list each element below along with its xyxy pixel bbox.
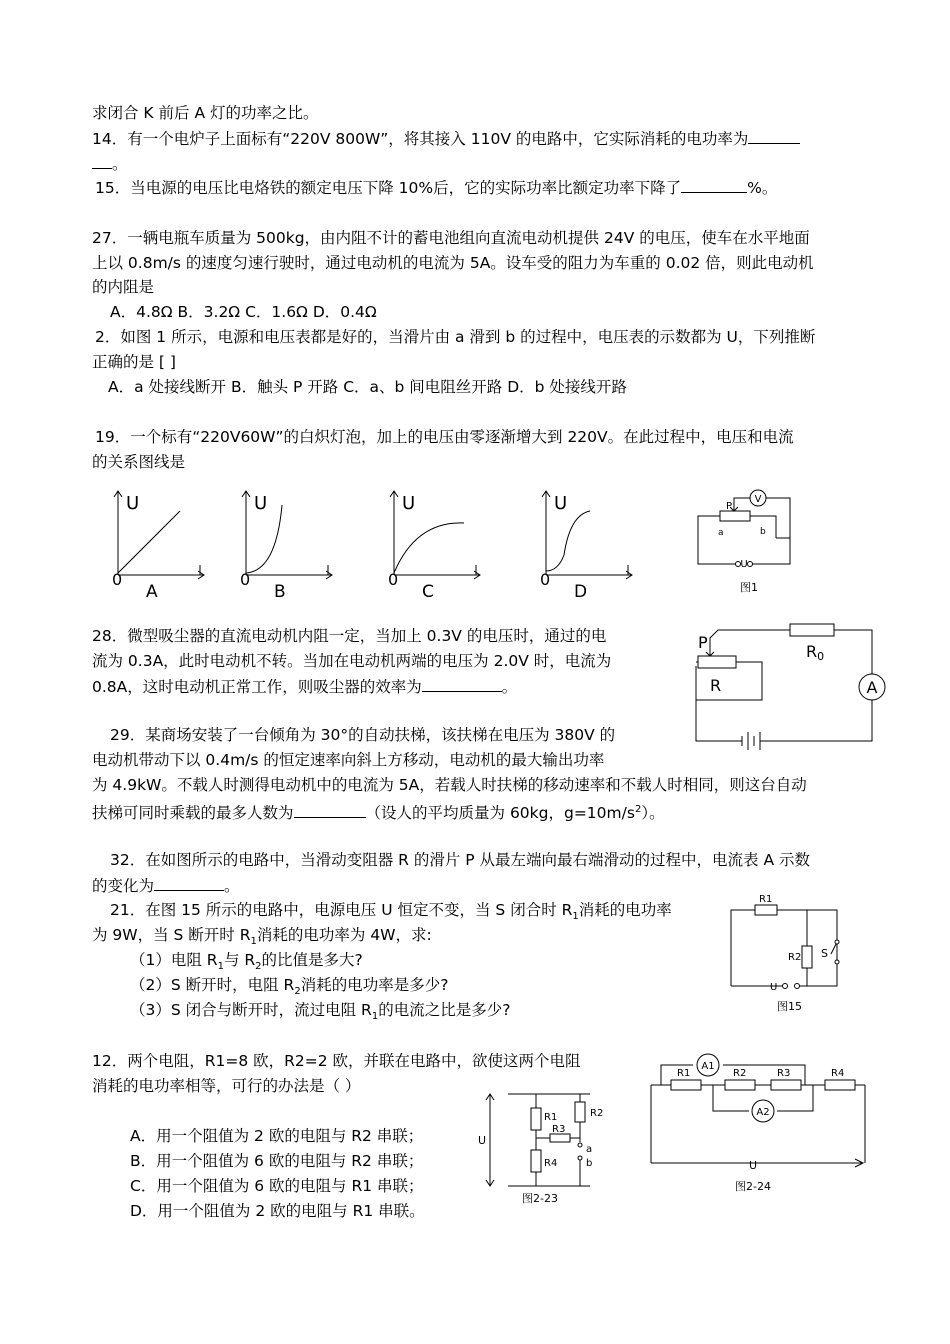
r2-label: R2 (733, 1068, 747, 1079)
question-19-line: 19．一个标有“220V60W”的白炽灯泡，加上的电压由零逐渐增大到 220V。在此过程中，电压和电流 (95, 428, 794, 446)
question-12-option-a: A．用一个阻值为 2 欧的电阻与 R2 串联； (130, 1127, 424, 1145)
voltmeter-label: V (754, 494, 762, 505)
question-2-line: 2．如图 1 所示，电源和电压表都是好的，当滑片由 a 滑到 b 的过程中，电压表的示数都为 U，下列推断 (95, 328, 816, 346)
figure-2-24-caption: 图2-24 (735, 1180, 771, 1193)
slider-p-label: P (726, 501, 733, 512)
option-label: A (146, 582, 158, 602)
figure-2-24-circuit (645, 1045, 875, 1200)
r2-label: R2 (590, 1108, 604, 1119)
question-14 (92, 127, 800, 150)
figure-2-23-caption: 图2-23 (522, 1192, 558, 1205)
y-axis (114, 491, 122, 575)
answer-blank[interactable] (422, 675, 502, 692)
question-21-part-1: （1）电阻 $R_1$与 $R_2$的比值是多大? (130, 951, 363, 973)
option-label: D (574, 582, 588, 602)
question-29-text: 扶梯可同时乘载的最多人数为 (92, 804, 294, 823)
period: 。 (224, 877, 240, 895)
question-12-option-d: D．用一个阻值为 2 欧的电阻与 R1 串联。 (130, 1202, 425, 1220)
question-21-part-2: （2）S 断开时，电阻 $R_2$消耗的电功率是多少? (130, 976, 449, 998)
question-21-line: 21．在图 15 所示的电路中，电源电压 U 恒定不变，当 S 闭合时 $R_1$消耗的电功率 (110, 901, 672, 923)
option-label: C (422, 582, 434, 602)
r3-label: R3 (552, 1124, 566, 1135)
point-a-label: a (718, 528, 724, 538)
point-b-label: b (760, 527, 766, 537)
y-axis (390, 491, 398, 575)
ammeter-label: A (866, 678, 878, 697)
question-27-line: 27．一辆电瓶车质量为 500kg，由内阻不计的蓄电池组向直流电动机提供 24V 的电压，使车在水平地面 (92, 229, 810, 247)
question-21-line: 为 9W，当 S 断开时 $R_1$消耗的电功率为 4W，求: (92, 926, 432, 948)
text-line: 求闭合 K 前后 A 灯的功率之比。 (92, 104, 319, 122)
question-12-option-c: C．用一个阻值为 6 欧的电阻与 R1 串联； (130, 1177, 424, 1195)
y-axis (242, 491, 250, 575)
r1-label: R1 (544, 1112, 558, 1123)
superscript: 2 (634, 804, 642, 815)
question-15 (95, 176, 777, 199)
u-label: U (740, 559, 748, 570)
graph-options (100, 485, 660, 605)
period: 。 (501, 678, 518, 696)
period: ）。 (641, 804, 665, 823)
question-29-line: 电动机带动下以 0.4m/s 的恒定速率向斜上方移动，电动机的最大输出功率 (92, 751, 605, 769)
x-axis (118, 565, 204, 579)
question-29-line (92, 799, 665, 824)
question-29-line: 29．某商场安装了一台倾角为 30°的自动扶梯，该扶梯在电压为 380V 的 (110, 726, 616, 744)
axis-u-label: U (254, 493, 268, 514)
question-27-line: 的内阻是 (92, 278, 155, 296)
axis-u-label: U (554, 493, 568, 514)
question-19-line: 的关系图线是 (92, 453, 186, 471)
x-axis (546, 565, 632, 579)
ammeter-a2-label: A2 (756, 1107, 770, 1118)
axis-u-label: U (402, 493, 416, 514)
r0-label: R0 (806, 642, 825, 663)
answer-blank[interactable] (294, 801, 366, 818)
u-label: U (478, 1134, 487, 1147)
origin-label: 0 (388, 570, 399, 589)
origin-label: 0 (112, 570, 123, 589)
point-a-label: a (586, 1144, 593, 1155)
question-28-line (92, 675, 517, 698)
ammeter-a1-label: A1 (701, 1061, 715, 1072)
axis-u-label: U (126, 493, 140, 514)
question-28-line: 28．微型吸尘器的直流电动机内阻一定，当加上 0.3V 的电压时，通过的电 (92, 627, 607, 645)
ui-curve (118, 511, 180, 573)
question-14-text: 14．有一个电炉子上面标有“220V 800W”，将其接入 110V 的电路中，它实际消耗的电功率为 (92, 130, 749, 148)
question-15-text: 15．当电源的电压比电烙铁的额定电压下降 10%后，它的实际功率比额定功率下降了 (95, 179, 682, 197)
question-28-line: 流为 0.3A，此时电动机不转。当加在电动机两端的电压为 2.0V 时，电流为 (92, 652, 612, 670)
u-label: U (770, 982, 778, 993)
question-12-line: 消耗的电功率相等，可行的办法是（ ） (92, 1077, 361, 1095)
unit-text: %。 (747, 179, 778, 197)
question-32-line: 32．在如图所示的电路中，当滑动变阻器 R 的滑片 P 从最左端向最右端滑动的过程中，电流表 A 示数 (110, 851, 811, 869)
r4-label: R4 (831, 1068, 845, 1079)
ui-curve (394, 523, 464, 573)
question-2-options: A．a 处接线断开 B．触头 P 开路 C．a、b 间电阻丝开路 D．b 处接线开路 (108, 378, 627, 396)
rheostat-ammeter-circuit (690, 620, 900, 750)
origin-label: 0 (540, 570, 551, 589)
option-label: B (274, 582, 286, 602)
question-32-text: 的变化为 (92, 877, 155, 895)
answer-blank[interactable] (154, 874, 224, 891)
r3-label: R3 (777, 1068, 791, 1079)
r1-label: R1 (759, 894, 773, 905)
question-27-options: A．4.8Ω B．3.2Ω C．1.6Ω D．0.4Ω (110, 303, 377, 321)
point-b-label: b (586, 1158, 593, 1169)
question-28-text: 0.8A，这时电动机正常工作，则吸尘器的效率为 (92, 678, 422, 696)
ui-curve (546, 511, 590, 571)
answer-blank[interactable] (681, 176, 747, 193)
switch-s-label: S (821, 947, 828, 960)
y-axis (542, 491, 550, 575)
slider-p-label: P (698, 633, 708, 652)
question-12-option-b: B．用一个阻值为 6 欧的电阻与 R2 串联； (130, 1152, 424, 1170)
x-axis (394, 565, 480, 579)
question-21-part-3: （3）S 闭合与断开时，流过电阻 $R_1$的电流之比是多少? (130, 1001, 511, 1023)
answer-blank[interactable] (748, 127, 800, 144)
figure-1-circuit (690, 490, 800, 600)
origin-label: 0 (240, 570, 251, 589)
r2-label: R2 (788, 952, 802, 963)
answer-blank-continued[interactable]: 。 (92, 152, 128, 175)
r1-label: R1 (677, 1068, 691, 1079)
ui-curve (246, 505, 282, 573)
x-axis (246, 565, 332, 579)
question-2-line: 正确的是 [ ] (92, 353, 176, 371)
u-label: U (749, 1159, 758, 1172)
figure-2-23-circuit (478, 1090, 618, 1210)
question-29-line: 为 4.9kW。不载人时测得电动机中的电流为 5A，若载人时扶梯的移动速率和不载人时相同，则这台自动 (92, 776, 807, 794)
question-32-line (92, 874, 240, 897)
figure-1-caption: 图1 (740, 581, 758, 594)
r4-label: R4 (544, 1158, 558, 1169)
figure-15-circuit (725, 890, 865, 1020)
question-12-line: 12．两个电阻，R1=8 欧，R2=2 欧，并联在电路中，欲使这两个电阻 (92, 1052, 581, 1070)
question-27-line: 上以 0.8m/s 的速度匀速行驶时，通过电动机的电流为 5A。设车受的阻力为车重的 0.02 倍，则此电动机 (92, 254, 814, 272)
rheostat-r-label: R (710, 676, 722, 695)
figure-15-caption: 图15 (777, 1000, 802, 1013)
question-29-note: （设人的平均质量为 60kg，g=10m/s (365, 804, 635, 823)
